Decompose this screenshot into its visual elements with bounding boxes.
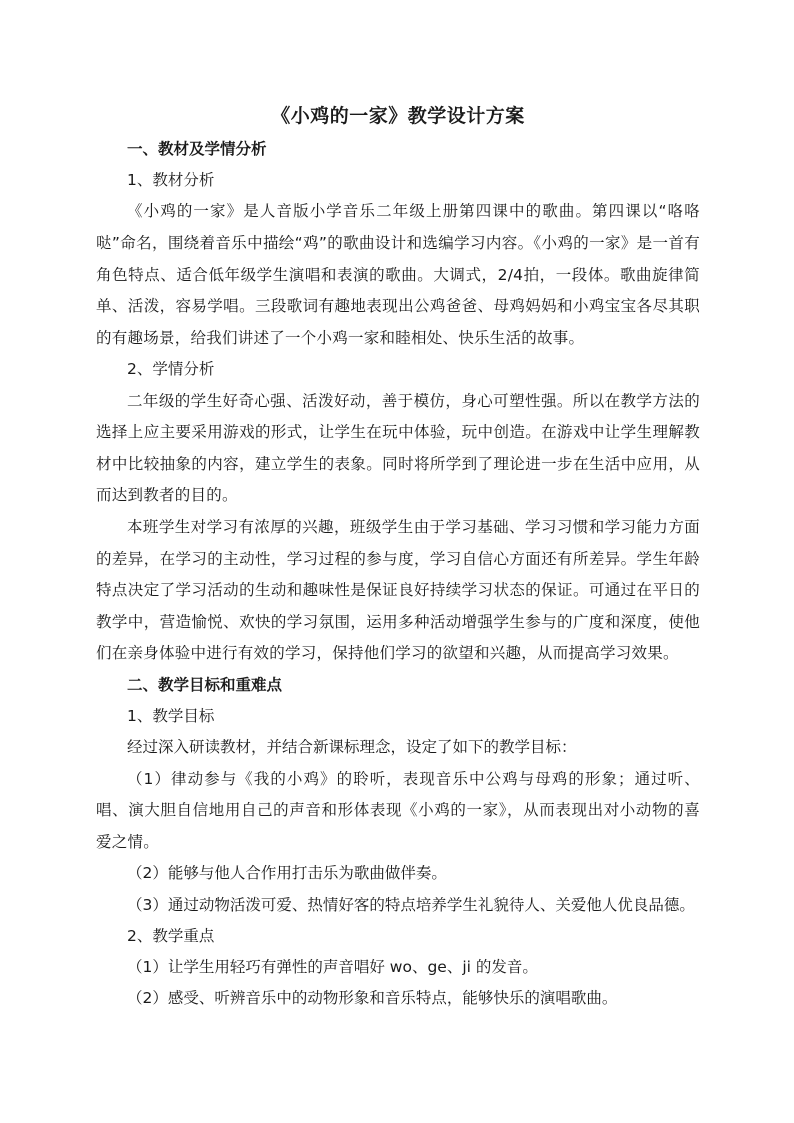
objective-item-3: （3）通过动物活泼可爱、热情好客的特点培养学生礼貌待人、关爱他人优良品德。 — [127, 895, 695, 914]
paragraph-textbook-analysis: 《小鸡的一家》是人音版小学音乐二年级上册第四课中的歌曲。第四课以“咯咯哒”命名，围绕着音乐中描绘“鸡”的歌曲设计和选编学习内容。《小鸡的一家》是一首有角色特点、适合低年级学生演唱和表演的歌曲。大调式，2/4拍，一段体。歌曲旋律简单、活泼，容易学唱。三段歌词有趣地表现出公鸡爸爸、母鸡妈妈和小鸡宝宝各尽其职的有趣场景，给我们讲述了一个小鸡一家和睦相处、快乐生活的故事。 — [96, 202, 700, 347]
key-point-item-2: （2）感受、听辨音乐中的动物形象和音乐特点，能够快乐的演唱歌曲。 — [127, 989, 618, 1008]
objectives-intro: 经过深入研读教材，并结合新课标理念，设定了如下的教学目标： — [127, 738, 577, 757]
document-title: 《小鸡的一家》教学设计方案 — [271, 105, 525, 127]
section-heading-materials-analysis: 一、教材及学情分析 — [127, 140, 267, 158]
objective-item-1: （1）律动参与《我的小鸡》的聆听，表现音乐中公鸡与母鸡的形象；通过听、唱、演大胆自信地用自己的声音和形体表现《小鸡的一家》，从而表现出对小动物的喜爱之情。 — [96, 769, 700, 851]
paragraph-student-analysis-2: 本班学生对学习有浓厚的兴趣，班级学生由于学习基础、学习习惯和学习能力方面的差异，在学习的主动性，学习过程的参与度，学习自信心方面还有所差异。学生年龄特点决定了学习活动的生动和趣味性是保证良好持续学习状态的保证。可通过在平日的教学中，营造愉悦、欢快的学习氛围，运用多种活动增强学生参与的广度和深度，使他们在亲身体验中进行有效的学习，保持他们学习的欲望和兴趣，从而提高学习效果。 — [96, 517, 700, 663]
subsection-heading-key-points: 2、教学重点 — [127, 926, 215, 945]
document-body — [96, 100, 700, 1014]
subsection-heading-student-analysis: 2、学情分析 — [127, 360, 215, 379]
subsection-heading-textbook-analysis: 1、教材分析 — [127, 171, 215, 190]
section-heading-teaching-objectives: 二、教学目标和重难点 — [127, 675, 283, 694]
key-point-item-1: （1）让学生用轻巧有弹性的声音唱好 wo、ge、ji 的发音。 — [127, 957, 538, 976]
paragraph-student-analysis-1: 二年级的学生好奇心强、活泼好动，善于模仿，身心可塑性强。所以在教学方法的选择上应主要采用游戏的形式，让学生在玩中体验，玩中创造。在游戏中让学生理解教材中比较抽象的内容，建立学生的表象。同时将所学到了理论进一步在生活中应用，从而达到教者的目的。 — [96, 391, 700, 505]
objective-item-2: （2）能够与他人合作用打击乐为歌曲做伴奏。 — [127, 864, 447, 883]
subsection-heading-objectives: 1、教学目标 — [127, 707, 215, 726]
